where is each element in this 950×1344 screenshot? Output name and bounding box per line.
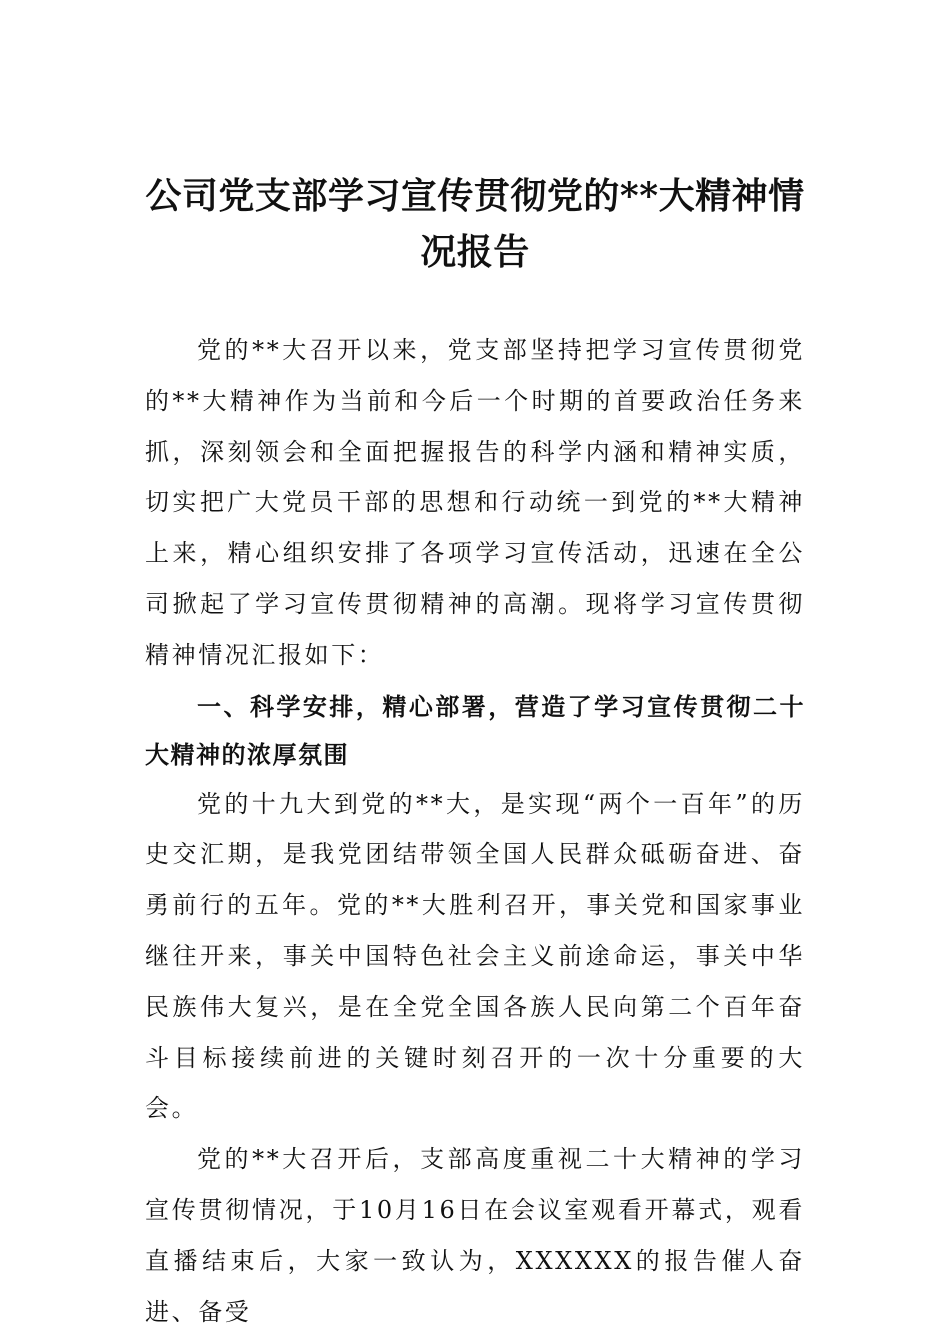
document-body xyxy=(145,325,805,1337)
body-paragraph: 党的**大召开后，支部高度重视二十大精神的学习宣传贯彻情况，于10月16日在会议室观看开幕式，观看直播结束后，大家一致认为，XXXXXX的报告催人奋进、备受 xyxy=(145,1145,805,1326)
intro-paragraph: 党的**大召开以来，党支部坚持把学习宣传贯彻党的**大精神作为当前和今后一个时期的首要政治任务来抓，深刻领会和全面把握报告的科学内涵和精神实质，切实把广大党员干部的思想和行动统一到党的**大精神上来，精心组织安排了各项学习宣传活动，迅速在全公司掀起了学习宣传贯彻精神的高潮。现将学习宣传贯彻精神情况汇报如下： xyxy=(145,336,805,669)
body-paragraph: 党的十九大到党的**大，是实现“两个一百年”的历史交汇期，是我党团结带领全国人民群众砥砺奋进、奋勇前行的五年。党的**大胜利召开，事关党和国家事业继往开来，事关中国特色社会主义前途命运，事关中华民族伟大复兴，是在全党全国各族人民向第二个百年奋斗目标接续前进的关键时刻召开的一次十分重要的大会。 xyxy=(145,789,805,1123)
section-heading: 一、科学安排，精心部署，营造了学习宣传贯彻二十大精神的浓厚氛围 xyxy=(145,692,805,769)
document-title: 公司党支部学习宣传贯彻党的**大精神情况报告 xyxy=(145,175,805,273)
